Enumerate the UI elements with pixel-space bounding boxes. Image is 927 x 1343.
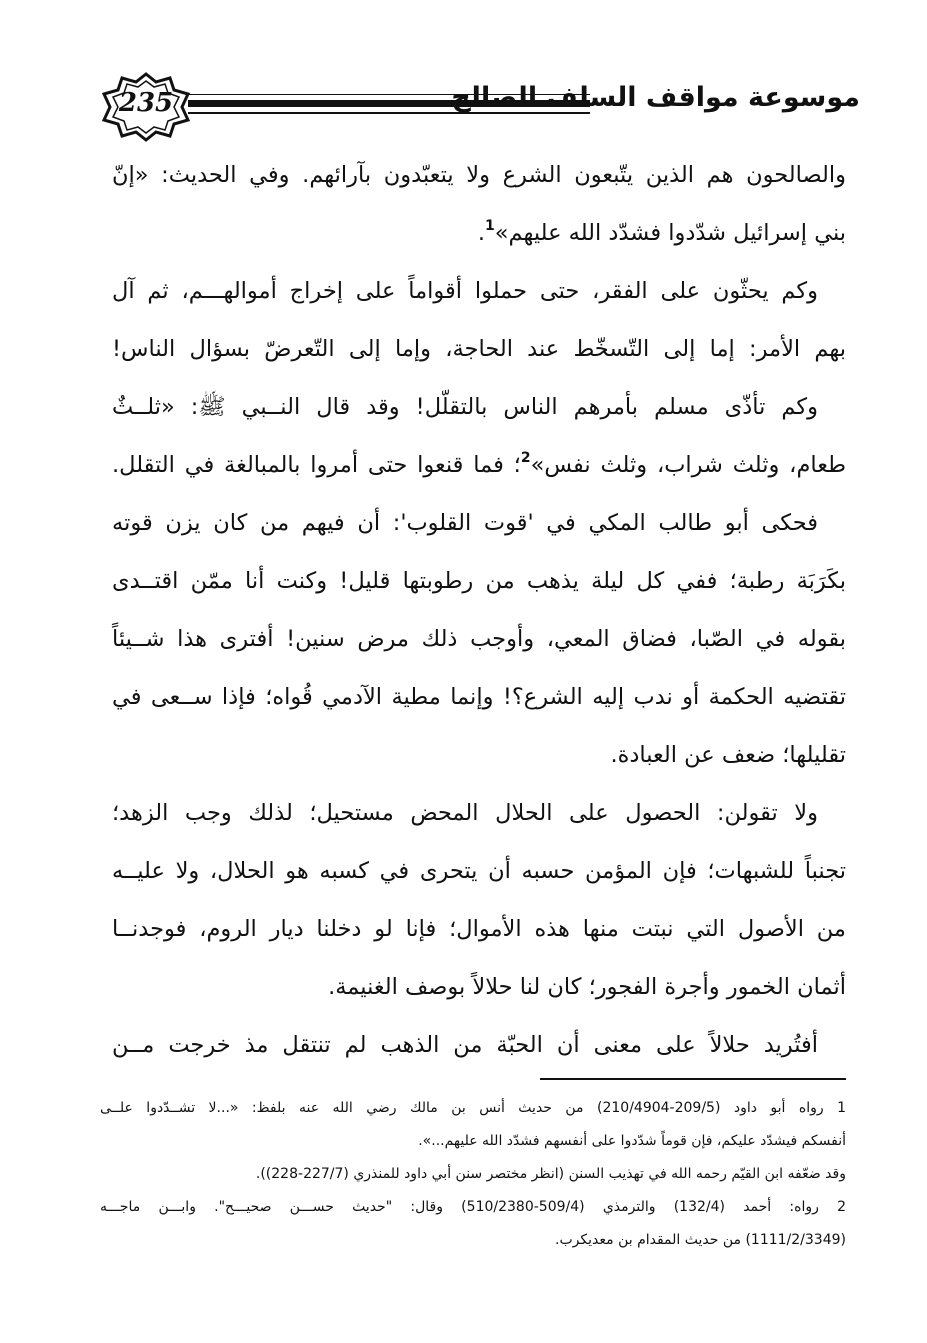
text-line: تقتضيه الحكمة أو ندب إليه الشرع؟! وإنما مطية الآدمي قُواه؛ فإذا ســعى في <box>112 684 846 710</box>
main-text <box>112 146 846 1074</box>
footnote-line: (1111/2/3349) من حديث المقدام بن معديكرب. <box>555 1232 846 1248</box>
footnote-line: 1 رواه أبو داود (209/5-210/4904) من حديث أنس بن مالك رضي الله عنه بلفظ: «...لا تشــدّدوا علــى <box>100 1100 846 1116</box>
footnote-line: وقد ضعّفه ابن القيّم رحمه الله في تهذيب السنن (انظر مختصر سنن أبي داود للمنذري (227/7-228)). <box>255 1166 846 1182</box>
footnote-ref: 1 <box>484 218 495 234</box>
footnotes <box>100 1092 846 1257</box>
text-line: والصالحون هم الذين يتّبعون الشرع ولا يتعبّدون بآرائهم. وفي الحديث: «إنّ <box>112 162 846 188</box>
text-line: تقليلها؛ ضعف عن العبادة. <box>610 742 846 768</box>
footnote-ref: 2 <box>520 450 531 466</box>
text-line: وكم يحثّون على الفقر، حتى حملوا أقواماً على إخراج أموالهـــم، ثم آل <box>112 278 818 304</box>
text-line <box>112 436 846 494</box>
text-line: بقوله في الصّبا، فضاق المعي، وأوجب ذلك مرض سنين! أفترى هذا شــيئاً <box>112 626 846 652</box>
text-line: ولا تقولن: الحصول على الحلال المحض مستحيل؛ لذلك وجب الزهد؛ <box>112 800 818 826</box>
running-title: موسوعة مواقف السلف الصالح <box>451 82 860 113</box>
text-segment: طعام، وثلث شراب، وثلث نفس» <box>530 452 846 478</box>
text-line: بكَرَبَة رطبة؛ ففي كل ليلة يذهب من رطوبتها قليل! وكنت أنا ممّن اقتــدى <box>112 568 846 594</box>
text-segment: ؛ فما قنعوا حتى أمروا بالمبالغة في التقلل. <box>112 452 521 478</box>
text-line: من الأصول التي نبتت منها هذه الأموال؛ فإنا لو دخلنا ديار الروم، فوجدنــا <box>112 916 846 942</box>
page-number-badge <box>100 72 192 142</box>
footnote-separator <box>540 1078 846 1080</box>
text-line: بني إسرائيل شدّدوا فشدّد الله عليهم»$^1$. <box>477 218 846 246</box>
text-line: أفتُريد حلالاً على معنى أن الحبّة من الذهب لم تنتقل مذ خرجت مــن <box>112 1032 818 1058</box>
text-line: وكم تأذّى مسلم بأمرهم الناس بالتقلّل! وقد قال النــبي ﷺ: «ثلــثٌ <box>112 394 818 420</box>
page-number: 235 <box>118 88 174 118</box>
footnote-line: 2 رواه: أحمد (132/4) والترمذي (509/4-510/2380) وقال: "حديث حســـن صحيـــح". وابـــن ماجـــه <box>100 1199 846 1215</box>
text-line: فحكى أبو طالب المكي في 'قوت القلوب': أن فيهم من كان يزن قوته <box>112 510 818 536</box>
text-line: أثمان الخمور وأجرة الفجور؛ كان لنا حلالاً بوصف الغنيمة. <box>328 974 846 1000</box>
text-line: بهم الأمر: إما إلى التّسخّط عند الحاجة، وإما إلى التّعرضّ بسؤال الناس! <box>112 336 846 362</box>
page-header <box>100 72 860 142</box>
text-segment: بني إسرائيل شدّدوا فشدّد الله عليهم» <box>494 220 846 246</box>
text-line: تجنباً للشبهات؛ فإن المؤمن حسبه أن يتحرى في كسبه هو الحلال، ولا عليــه <box>112 858 846 884</box>
footnote-line: أنفسكم فيشدّد عليكم، فإن قوماً شدّدوا على أنفسهم فشدّد الله عليهم...». <box>418 1133 846 1149</box>
